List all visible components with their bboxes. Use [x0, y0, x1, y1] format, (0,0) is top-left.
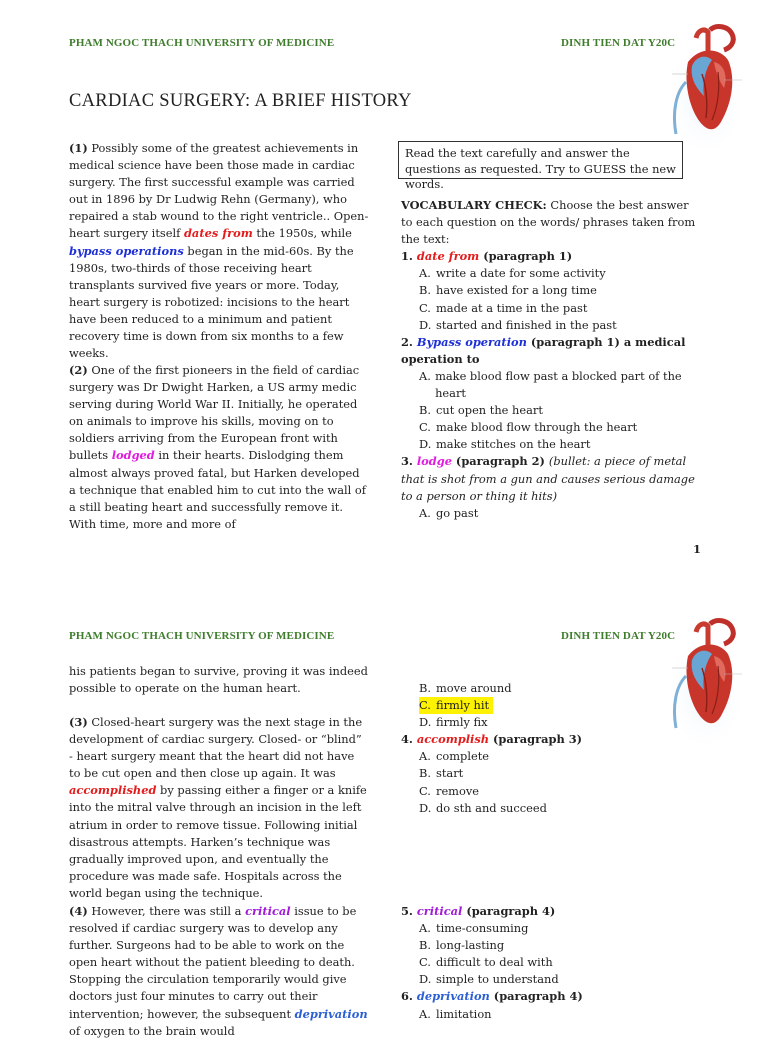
- question-4: 4. accomplish (paragraph 3): [401, 732, 583, 747]
- vocabulary-section: [401, 197, 701, 522]
- paragraph-text: began in the mid-60s. By the 1980s, two-thirds of those receiving heart transplants survived five years or more. Today, heart surgery is robotized: incisions to the heart have been reduced to a minimum and patient recovery time is down from six months to a few weeks.: [69, 243, 354, 361]
- heart-illustration-icon: [666, 22, 746, 150]
- answer-option-highlighted[interactable]: C. firmly hit: [419, 697, 701, 714]
- paragraph-2-continued: his patients began to survive, proving it was indeed possible to operate on the human heart.: [69, 664, 368, 696]
- answer-option[interactable]: C. made at a time in the past: [419, 300, 588, 315]
- question-word: critical: [416, 904, 463, 918]
- keyword-deprivation: deprivation: [294, 1006, 368, 1021]
- paragraph-number: (3): [69, 715, 88, 729]
- answer-option[interactable]: A. make blood flow past a blocked part of the heart: [419, 368, 682, 401]
- answer-option[interactable]: B. cut open the heart: [419, 403, 543, 418]
- header-university: PHAM NGOC THACH UNIVERSITY OF MEDICINE: [69, 37, 335, 49]
- question-word: deprivation: [416, 989, 490, 1004]
- paragraph-4: [69, 903, 369, 1040]
- answer-option[interactable]: D. firmly fix: [419, 715, 488, 730]
- keyword-accomplished: accomplished: [69, 783, 157, 798]
- answer-option[interactable]: B. start: [419, 766, 464, 781]
- keyword-bypass-operations: bypass operations: [69, 243, 184, 258]
- paragraph-number: (1): [69, 141, 88, 155]
- paragraph-text: issue to be resolved if cardiac surgery was to develop any further. Surgeons had to be able to work on the open heart without the patient bleeding to death. Stopping the circulation temporarily would give doctors just four minutes to carry out their intervention; however, the subsequent: [69, 904, 357, 1021]
- answer-option[interactable]: D. simple to understand: [419, 972, 559, 987]
- header-university: PHAM NGOC THACH UNIVERSITY OF MEDICINE: [69, 630, 335, 642]
- question-word: Bypass operation: [416, 334, 527, 349]
- question-6: 6. deprivation (paragraph 4): [401, 989, 583, 1004]
- keyword-critical: critical: [245, 904, 291, 918]
- question-5: 5. critical (paragraph 4): [401, 904, 556, 918]
- keyword-lodged: lodged: [111, 448, 155, 463]
- answer-option[interactable]: C. remove: [419, 783, 480, 798]
- answer-option[interactable]: A. complete: [419, 749, 490, 764]
- answer-option[interactable]: A. write a date for some activity: [419, 266, 606, 281]
- vocabulary-section-continued: [401, 680, 701, 817]
- question-1: 1. date from (paragraph 1): [401, 249, 573, 264]
- question-2: 2. Bypass operation (paragraph 1) a medical operation to: [401, 334, 686, 366]
- page-title: CARDIAC SURGERY: A BRIEF HISTORY: [69, 91, 412, 111]
- page-number: 1: [693, 542, 701, 556]
- answer-option[interactable]: D. make stitches on the heart: [419, 437, 591, 452]
- paragraph-text: in their hearts. Dislodging them almost always proved fatal, but Harken developed a technique that enabled him to cut into the wall of a still beating heart and successfully remove it. With time, more and more of: [69, 448, 366, 531]
- paragraph-text: by passing either a finger or a knife into the mitral valve through an incision in the left atrium in order to remove tissue. Following initial disastrous attempts. Harken’s technique was gradually improved upon, and eventually the procedure was made safe. Hospitals across the world began using the technique.: [69, 783, 367, 900]
- paragraph-text: of oxygen to the brain would: [69, 1023, 235, 1038]
- vocab-instruction: Choose the best answer to each question on the words/ phrases taken from the text:: [401, 198, 696, 247]
- answer-option[interactable]: D. do sth and succeed: [419, 800, 547, 815]
- answer-option[interactable]: A. go past: [419, 505, 479, 520]
- vocabulary-section-continued-2: [401, 903, 701, 1023]
- header-author: DINH TIEN DAT Y20C: [561, 630, 676, 642]
- answer-option[interactable]: C. make blood flow through the heart: [419, 420, 638, 435]
- answer-option[interactable]: B. long-lasting: [419, 938, 505, 953]
- vocab-label: VOCABULARY CHECK:: [401, 198, 547, 212]
- answer-option[interactable]: B. have existed for a long time: [419, 283, 597, 298]
- paragraph-text: the 1950s, while: [252, 226, 352, 241]
- question-word: date from: [416, 249, 480, 264]
- header-author: DINH TIEN DAT Y20C: [561, 37, 676, 49]
- paragraph-number: (4): [69, 904, 88, 918]
- paragraph-3: [69, 714, 369, 902]
- paragraph-2: [69, 362, 369, 533]
- paragraph-1: [69, 140, 369, 362]
- question-3: 3. lodge (paragraph 2) (bullet: a piece of metal that is shot from a gun and causes serious damage to a person or thing it hits): [401, 454, 695, 503]
- answer-option[interactable]: A. limitation: [419, 1006, 492, 1021]
- paragraph-text: One of the first pioneers in the field of cardiac surgery was Dr Dwight Harken, a US army medic serving during World War II. Initially, he operated on animals to improve his skills, moving on to soldiers arriving from the European front with bullets: [69, 363, 360, 463]
- question-word: accomplish: [416, 732, 490, 747]
- paragraph-text: Closed-heart surgery was the next stage in the development of cardiac surgery. Closed- or “blind” - heart surgery meant that the heart did not have to be cut open and then close up again. It was: [69, 715, 363, 781]
- question-word: lodge: [416, 454, 452, 469]
- question-definition: (bullet: a piece of metal that is shot from a gun and causes serious damage to a person or thing it hits): [401, 454, 695, 503]
- paragraph-text: However, there was still a: [87, 904, 246, 918]
- answer-option[interactable]: C. difficult to deal with: [419, 955, 553, 970]
- answer-option[interactable]: B. move around: [419, 681, 512, 695]
- keyword-dates-from: dates from: [183, 226, 253, 241]
- paragraph-number: (2): [69, 363, 88, 377]
- instruction-box: Read the text carefully and answer the questions as requested. Try to GUESS the new words.: [398, 141, 683, 179]
- answer-option[interactable]: D. started and finished in the past: [419, 317, 617, 332]
- paragraph-text: Possibly some of the greatest achievements in medical science have been those made in cardiac surgery. The first successful example was carried out in 1896 by Dr Ludwig Rehn (Germany), who repaired a stab wound to the right ventricle.. Open-heart surgery itself: [69, 141, 369, 241]
- answer-option[interactable]: A. time-consuming: [419, 921, 529, 936]
